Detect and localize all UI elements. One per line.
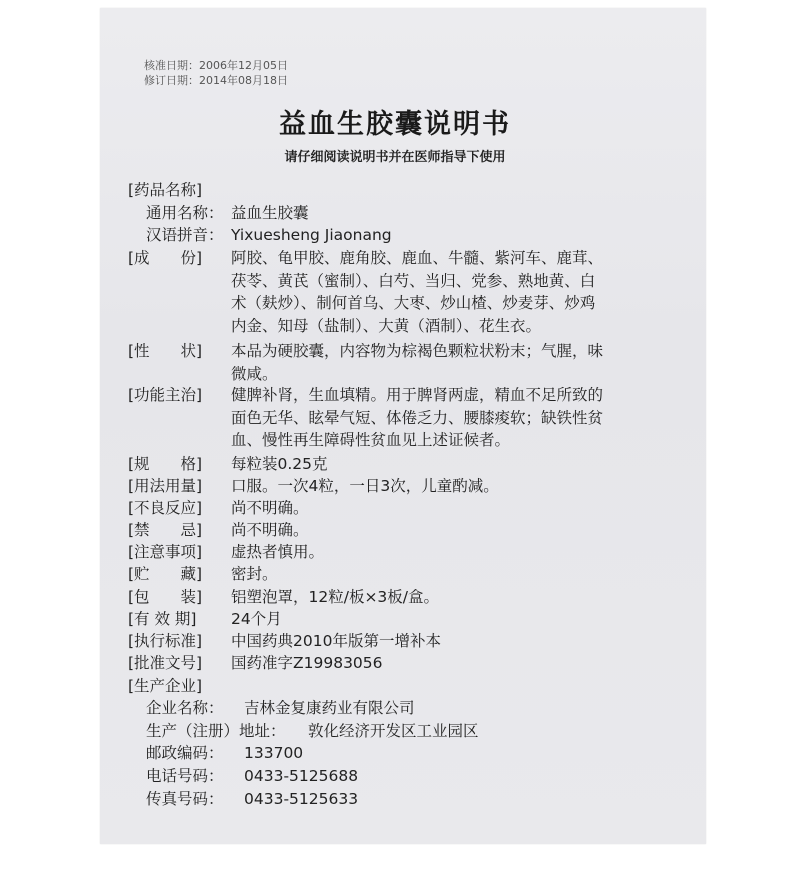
usage-label: [用法用量] [128, 477, 203, 495]
storage-label: [贮 藏] [128, 565, 203, 583]
adverse-row [128, 497, 309, 519]
properties-value [231, 340, 671, 385]
validity-label: [有 效 期] [128, 610, 197, 628]
usage-row [128, 475, 499, 497]
validity-row [128, 608, 282, 630]
dates-block [144, 58, 288, 88]
approval-date: 核准日期：2006年12月05日 [144, 59, 288, 72]
ingredients-value [231, 247, 671, 337]
adverse-value: 尚不明确。 [231, 499, 309, 517]
standard-row [128, 630, 441, 652]
phone-label: 电话号码： [146, 767, 224, 785]
pinyin-row [146, 224, 392, 246]
revision-date: 修订日期：2014年08月18日 [144, 74, 288, 87]
ingredients-line: 阿胶、龟甲胶、鹿角胶、鹿血、牛髓、紫河车、鹿茸、 [231, 249, 604, 267]
ingredients-line: 茯苓、黄芪（蜜制）、白芍、当归、党参、熟地黄、白 [231, 271, 596, 290]
indications-row [128, 384, 202, 406]
properties-line: 微咸。 [231, 364, 278, 383]
contra-label: [禁 忌] [128, 521, 203, 539]
standard-value: 中国药典2010年版第一增补本 [231, 632, 441, 650]
pinyin-value: Yixuesheng Jiaonang [231, 226, 392, 244]
ingredients-row [128, 247, 202, 269]
generic-name-value: 益血生胶囊 [231, 204, 309, 222]
contra-value: 尚不明确。 [231, 521, 309, 539]
section-drug-name [128, 179, 202, 201]
packaging-row [128, 586, 440, 608]
precautions-value: 虚热者慎用。 [231, 543, 325, 561]
properties-row [128, 340, 202, 362]
section-label: [药品名称] [128, 181, 203, 199]
adverse-label: [不良反应] [128, 499, 203, 517]
postal-label: 邮政编码： [146, 744, 224, 762]
postal-value: 133700 [244, 744, 304, 762]
approval-number-row [128, 652, 383, 674]
approval-number-value: 国药准字Z19983056 [231, 654, 383, 672]
indications-value [231, 384, 671, 452]
packaging-value: 铝塑泡罩，12粒/板×3板/盒。 [231, 588, 440, 606]
phone-value: 0433-5125688 [244, 767, 359, 785]
fax-value: 0433-5125633 [244, 790, 359, 808]
validity-value: 24个月 [231, 610, 282, 628]
ingredients-line: 内金、知母（盐制）、大黄（酒制）、花生衣。 [231, 316, 542, 335]
document-subtitle: 请仔细阅读说明书并在医师指导下使用 [284, 150, 506, 165]
document-title: 益血生胶囊说明书 [279, 109, 511, 140]
indications-line: 血、慢性再生障碍性贫血见上述证候者。 [231, 431, 511, 449]
manufacturer-row [128, 675, 202, 697]
ingredients-line: 术（麸炒）、制何首乌、大枣、炒山楂、炒麦芽、炒鸡 [231, 294, 596, 312]
indications-line: 面色无华、眩晕气短、体倦乏力、腰膝痠软；缺铁性贫 [231, 408, 604, 427]
precautions-label: [注意事项] [128, 543, 203, 561]
spec-label: [规 格] [128, 455, 203, 473]
spec-row [128, 453, 328, 475]
approval-number-label: [批准文号] [128, 654, 203, 672]
address-value: 敦化经济开发区工业园区 [308, 722, 479, 740]
properties-label: [性 状] [128, 342, 203, 360]
spec-value: 每粒装0.25克 [231, 455, 328, 473]
storage-row [128, 563, 278, 585]
generic-name-row [146, 202, 309, 224]
packaging-label: [包 装] [128, 588, 203, 606]
ingredients-label: [成 份] [128, 249, 203, 267]
postal-row [146, 742, 304, 764]
address-label: 生产（注册）地址： [146, 722, 286, 740]
indications-line: 健脾补肾，生血填精。用于脾肾两虚，精血不足所致的 [231, 386, 604, 404]
company-name-value: 吉林金复康药业有限公司 [244, 699, 415, 717]
phone-row [146, 765, 359, 787]
contra-row [128, 519, 309, 541]
manufacturer-label: [生产企业] [128, 677, 203, 695]
generic-name-label: 通用名称： [146, 204, 224, 222]
company-name-label: 企业名称： [146, 699, 224, 717]
fax-label: 传真号码： [146, 790, 224, 808]
standard-label: [执行标准] [128, 632, 203, 650]
address-row [146, 720, 479, 742]
properties-line: 本品为硬胶囊，内容物为棕褐色颗粒状粉末；气腥，味 [231, 342, 604, 360]
precautions-row [128, 541, 325, 563]
indications-label: [功能主治] [128, 386, 203, 404]
storage-value: 密封。 [231, 565, 278, 583]
usage-value: 口服。一次4粒，一日3次，儿童酌减。 [231, 477, 499, 495]
fax-row [146, 788, 359, 810]
pinyin-label: 汉语拼音： [146, 226, 224, 244]
company-name-row [146, 697, 415, 719]
